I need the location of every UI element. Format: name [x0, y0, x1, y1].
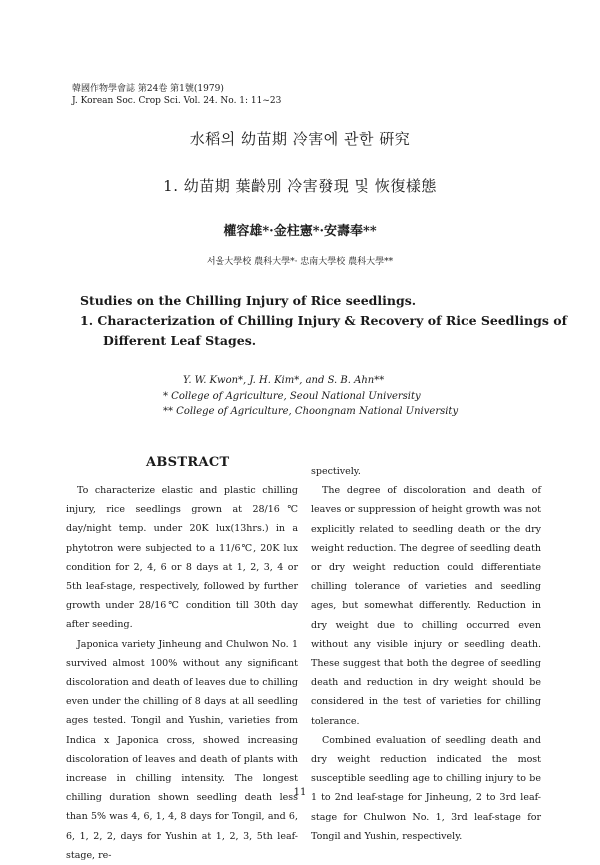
abstract-heading: ABSTRACT — [146, 455, 230, 470]
abstract-paragraph: To characterize elastic and plastic chilling injury, rice seedlings grown at 28/16℃ day/night temp. under 20K lux(13hrs.) in a phytotron were subjected to a 11/6℃, 20K lux condition for 2, 4, 6 or 8 days at 1, 2, 3, 4 or 5th leaf-stage, respectively, followed by further growth under 28/16℃ condition till 30th day after seeding. — [66, 485, 298, 631]
title-kr-sub: 1. 幼苗期 葉齡別 冷害發現 및 恢復樣態 — [163, 177, 437, 195]
abstract-paragraph: spectively. — [311, 466, 361, 477]
authors-en: Y. W. Kwon*, J. H. Kim*, and S. B. Ahn** — [183, 375, 385, 386]
journal-citation-kr: 韓國作物學會誌 第24卷 第1號(1979) — [72, 84, 224, 94]
title-en-line2: 1. Characterization of Chilling Injury & Recovery of Rice Seedlings of — [80, 313, 567, 328]
authors-kr: 權容雄*·金柱憲*·安壽奉** — [223, 224, 377, 239]
abstract-paragraph: The degree of discoloration and death of leaves or suppression of height growth was not explicitly related to seedling death or the dry weight reduction. The degree of seedling death or dry weight reduction could differentiate chilling tolerance of varieties and seedling ages, but somewhat differently. Reduction in dry weight due to chilling occurred even without any visible injury or seedling death. These suggest that both the degree of seedling death and reduction in dry weight should be considered in the test of varieties for chilling tolerance. — [311, 485, 541, 727]
title-en-line1: Studies on the Chilling Injury of Rice seedlings. — [80, 293, 417, 308]
affiliation-en-1: * College of Agriculture, Seoul National University — [163, 391, 421, 402]
abstract-column-left — [66, 481, 298, 865]
affiliation-en-2: ** College of Agriculture, Choongnam National University — [163, 406, 459, 417]
title-en — [80, 291, 567, 351]
page-number: 11 — [293, 787, 307, 798]
abstract-paragraph: Japonica variety Jinheung and Chulwon No. 1 survived almost 100% without any significant discoloration and death of leaves due to chilling even under the chilling of 8 days at all seedling ages tested. Tongil and Yushin, varieties from Indica x Japonica cross, showed increasing discoloration of leaves and death of plants with increase in chilling intensity. The longest chilling duration shown seedling death less than 5% was 4, 6, 1, 4, 8 days for Tongil, and 6, 6, 1, 2, 2, days for Yushin at 1, 2, 3, 5th leaf-stage, re- — [66, 638, 298, 861]
title-en-line3: Different Leaf Stages. — [103, 333, 257, 348]
journal-header — [72, 83, 281, 107]
journal-citation-en: J. Korean Soc. Crop Sci. Vol. 24. No. 1: 11~23 — [72, 96, 282, 106]
affiliations-kr: 서울大學校 農科大學*· 忠南大學校 農科大學** — [206, 257, 394, 267]
title-kr-main: 水稻의 幼苗期 冷害에 관한 硏究 — [189, 130, 411, 148]
abstract-paragraph: Combined evaluation of seedling death and dry weight reduction indicated the most susceptible seedling age to chilling injury to be 1 to 2nd leaf-stage for Jinheung, 2 to 3rd leaf-stage for Chulwon No. 1, 3rd leaf-stage for Tongil and Yushin, respectively. — [311, 734, 541, 842]
